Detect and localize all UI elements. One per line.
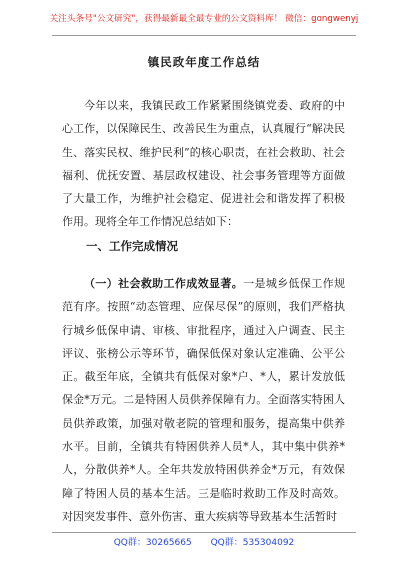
sub-heading: （一）社会救助工作成效显著。 (84, 277, 244, 290)
section-heading: 一、工作完成情况 (86, 239, 178, 253)
footer-qq-group-2: QQ群：535304092 (210, 538, 295, 548)
footer-qq-group-1: QQ群：30265665 (113, 538, 192, 548)
footer-divider (52, 532, 356, 533)
body-paragraph (62, 272, 345, 528)
intro-paragraph: 今年以来，我镇民政工作紧紧围绕镇党委、政府的中心工作，以保障民生、改善民生为重点，认真履行“解决民生、落实民权、维护民利”的核心职责，在社会救助、社会福利、优抚安置、基层政权建设、社会事务管理等方面做了大量工作，为维护社会稳定、促进社会和谐发挥了积极作用。现将全年工作情况总结如下： (62, 99, 345, 229)
header-banner: 关注头条号"公文研究"，获得最新最全最专业的公文资料库！ 微信：gongwenyj (49, 14, 359, 24)
header-divider (52, 35, 356, 36)
document-title: 镇民政年度工作总结 (147, 55, 261, 69)
body-text: 一是城乡低保工作规范有序。按照“动态管理、应保尽保”的原则，我们严格执行城乡低保申请、审核、审批程序，通过入户调查、民主评议、张榜公示等环节，确保低保对象认定准确、公平公正。截至年底，全镇共有低保对象*户、*人，累计发放低保金*万元。二是特困人员供养保障有力。全面落实特困人员供养政策，加强对敬老院的管理和服务，提高集中供养水平。目前，全镇共有特困供养人员*人，其中集中供养*人，分散供养*人。全年共发放特困供养金*万元，有效保障了特困人员的基本生活。三是临时救助工作及时高效。对因突发事件、意外伤害、重大疾病等导致基本生活暂时 (62, 277, 346, 523)
footer (0, 535, 408, 548)
